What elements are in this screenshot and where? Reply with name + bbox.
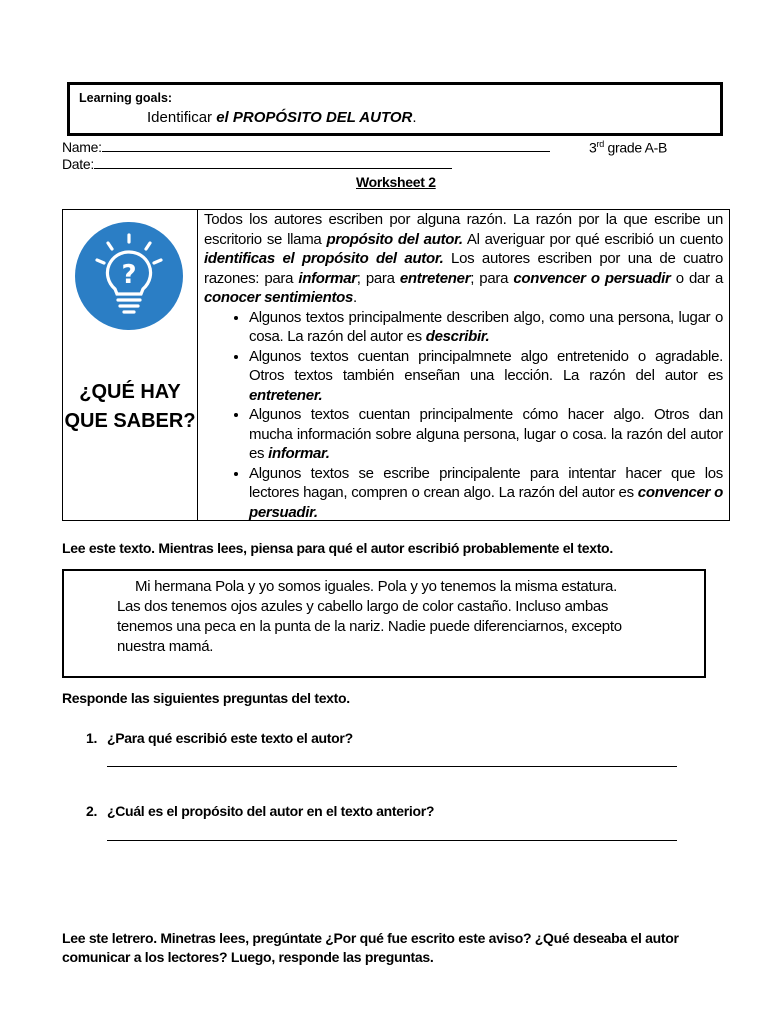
emphasis-text: describir. bbox=[425, 328, 490, 345]
intro-run: ; para bbox=[356, 269, 400, 287]
reason-run: Algunos textos cuentan principalmnete algo entretenido o agradable. Otros textos también enseñan una lección. La razón del autor es bbox=[249, 347, 723, 384]
what-to-know-heading: ¿QUÉ HAY QUE SABER? bbox=[64, 381, 196, 432]
emphasis-text: identificas el propósito del autor. bbox=[204, 250, 444, 267]
intro-run bbox=[204, 250, 443, 267]
reason-item bbox=[249, 464, 723, 523]
date-line bbox=[62, 155, 452, 172]
intro-run bbox=[400, 270, 470, 287]
grade-number: 3 bbox=[589, 139, 597, 156]
date-label: Date: bbox=[62, 156, 94, 172]
learning-goals-text bbox=[147, 109, 417, 126]
grade-rest: grade A-B bbox=[603, 139, 668, 156]
question-number: 2. bbox=[86, 803, 98, 819]
emphasis-text: entretener bbox=[399, 269, 471, 287]
question-text: ¿Cuál es el propósito del autor en el texto anterior? bbox=[107, 803, 435, 819]
learning-goals-label: Learning goals: bbox=[79, 91, 173, 105]
intro-run bbox=[298, 270, 356, 287]
question-1 bbox=[86, 730, 353, 746]
intro-run: Los autores escriben por una de cuatro razones: para bbox=[204, 250, 724, 287]
intro-run: Todos los autores escriben por alguna razón. La razón por la que escribe un escritorio se llama bbox=[204, 211, 723, 248]
reason-run: Algunos textos principalmente describen algo, como una persona, lugar o cosa. La razón del autor es bbox=[249, 308, 723, 345]
goals-emphasis: el PROPÓSITO DEL AUTOR bbox=[216, 109, 413, 126]
story-text: Mi hermana Pola y yo somos iguales. Pola y yo tenemos la misma estatura. Las dos tenemos ojos azules y cabello largo de color castaño. Incluso ambas tenemos una peca en la punta de la nariz. Nadie puede diferenciarnos, excepto nuestra mamá. bbox=[117, 578, 622, 655]
what-to-know-content bbox=[204, 210, 723, 522]
question-number: 1. bbox=[86, 730, 98, 746]
sign-instruction: Lee ste letrero. Minetras lees, pregúntate ¿Por qué fue escrito este aviso? ¿Qué deseaba el autor comunicar a los lectores? Luego, responde las preguntas. bbox=[62, 930, 679, 965]
emphasis-text: informar. bbox=[268, 445, 330, 462]
reasons-list bbox=[204, 308, 723, 523]
name-blank[interactable] bbox=[102, 138, 550, 152]
reason-run: Algunos textos se escribe principalente para intentar hacer que los lectores hagan, compren o crean algo. La razón del autor es bbox=[249, 464, 723, 501]
reason-item bbox=[249, 405, 723, 464]
emphasis-text: informar bbox=[298, 269, 357, 287]
what-to-know-table bbox=[62, 209, 730, 521]
answer-line-2[interactable] bbox=[107, 840, 677, 841]
grade-label bbox=[589, 139, 667, 156]
intro-run: o dar a bbox=[670, 269, 723, 287]
emphasis-text: convencer o persuadir bbox=[513, 269, 671, 287]
emphasis-text: entretener. bbox=[249, 386, 323, 404]
what-to-know-left-cell bbox=[63, 210, 198, 520]
date-blank[interactable] bbox=[94, 155, 452, 169]
reason-item bbox=[249, 347, 723, 406]
reading-instruction: Lee este texto. Mientras lees, piensa para qué el autor escribió probablemente el texto. bbox=[62, 540, 613, 556]
answer-line-1[interactable] bbox=[107, 766, 677, 767]
intro-run: Al averiguar por qué escribió un cuento bbox=[462, 230, 723, 248]
intro-run: ; para bbox=[470, 269, 514, 287]
intro-run bbox=[326, 231, 462, 248]
intro-paragraph bbox=[204, 210, 723, 308]
svg-text:?: ? bbox=[121, 260, 137, 290]
intro-run: . bbox=[353, 289, 357, 306]
question-2 bbox=[86, 803, 434, 819]
name-line bbox=[62, 138, 550, 155]
reason-run bbox=[426, 328, 490, 345]
reason-run bbox=[249, 387, 322, 404]
story-box bbox=[62, 569, 706, 678]
questions-instruction: Responde las siguientes preguntas del texto. bbox=[62, 690, 350, 706]
emphasis-text: conocer sentimientos bbox=[204, 289, 354, 306]
learning-goals-box bbox=[67, 82, 723, 136]
reason-item bbox=[249, 308, 723, 347]
intro-run bbox=[513, 270, 670, 287]
emphasis-text: convencer o persuadir. bbox=[249, 484, 724, 521]
lightbulb-question-icon bbox=[75, 222, 183, 330]
goals-suffix: . bbox=[412, 109, 417, 126]
grade-sup: rd bbox=[596, 139, 604, 149]
reason-run bbox=[268, 445, 329, 462]
question-text: ¿Para qué escribió este texto el autor? bbox=[107, 730, 353, 746]
name-label: Name: bbox=[62, 139, 102, 155]
intro-run bbox=[204, 289, 353, 306]
reason-run: Algunos textos cuentan principalmente cómo hacer algo. Otros dan mucha información sobre alguna persona, lugar o cosa. la razón del autor es bbox=[249, 406, 723, 462]
goals-prefix: Identificar bbox=[147, 109, 217, 126]
worksheet-title: Worksheet 2 bbox=[356, 174, 436, 190]
emphasis-text: propósito del autor. bbox=[326, 230, 463, 248]
